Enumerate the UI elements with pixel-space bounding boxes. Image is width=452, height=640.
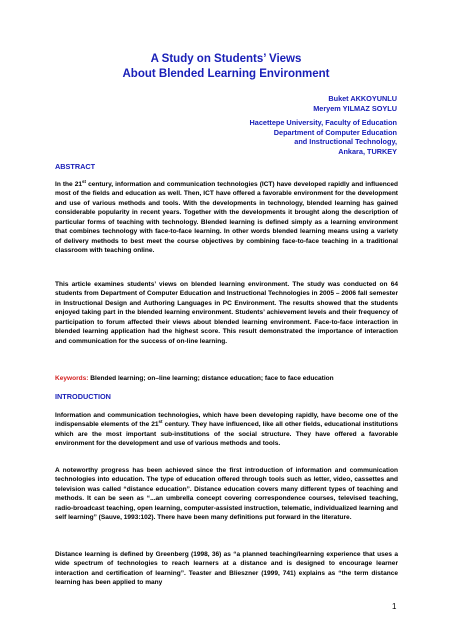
abstract-paragraph-2: This article examines students’ views on blended learning environment. The study was conducted on 64 students from Department of Computer Education and Instructional Technologies in 2005 – 2006 fall semester in Instructional Design and Authoring Languages in PC Environment. The results showed that the students enjoyed taking part in the blended learning environment. Students’ achievement levels and their frequency of participation to forum affected their views about blended learning environment. Face-to-face interaction in blended learning application had the highest score. This result demonstrated the importance of interaction and communication for the success of on-line learning.	[55, 281, 398, 345]
affiliation-line: Hacettepe University, Faculty of Education	[249, 118, 397, 127]
affiliation-line: Department of Computer Education	[273, 127, 397, 137]
author-name: Buket AKKOYUNLU	[328, 94, 397, 103]
intro-text: Information and communication technologies, which have been developing rapidly, have become one of the indispensable elements of the 21	[55, 412, 398, 429]
introduction-paragraph-1	[55, 411, 398, 449]
page-number: 1	[392, 602, 397, 611]
abstract-text: In the 21	[55, 181, 83, 188]
author-list	[313, 94, 397, 113]
affiliation-line: Ankara, TURKEY	[338, 146, 397, 156]
intro-text: century. They have influenced, like all other fields, educational institutions which are the most important sub-institutions of the social structure. They have offered a favorable environment for the development and use of various methods and tools.	[55, 421, 398, 448]
affiliation-block	[250, 118, 397, 156]
affiliation-line: and Instructional Technology,	[294, 137, 397, 147]
title-line-2: About Blended Learning Environment	[122, 68, 330, 80]
superscript: st	[158, 419, 163, 425]
keywords-text: Blended learning; on–line learning; distance education; face to face education	[88, 375, 334, 382]
introduction-paragraph-3: Distance learning is defined by Greenberg (1998, 36) as “a planned teaching/learning experience that uses a wide spectrum of technologies to reach learners at a distance and is designed to encourage learner interaction and certification of learning”. Teaster and Blieszner (1999, 741) explains as “the term distance learning has been applied to many	[55, 551, 398, 587]
title-line-1: A Study on Students’ Views	[150, 53, 302, 65]
paper-title	[0, 52, 452, 82]
introduction-paragraph-2: A noteworthy progress has been achieved since the first introduction of information and communication technologies into education. The type of education offered through tools such as letter, video, cassettes and television was called “distance education”. Distance education covers many different types of teaching and methods. It can be seen as “...an umbrella concept covering correspondence courses, televised teaching, radio-broadcast teaching, open learning, computer-assisted instruction, telematic, individualized learning and self learning” (Sauve, 1993:102). There have been many definitions put forward in the literature.	[55, 467, 398, 522]
abstract-heading: ABSTRACT	[55, 162, 96, 171]
abstract-paragraph-1	[55, 180, 398, 256]
author-name: Meryem YILMAZ SOYLU	[313, 103, 397, 113]
keywords-line	[55, 374, 398, 383]
keywords-label: Keywords:	[55, 375, 89, 382]
abstract-text: century, information and communication technologies (ICT) have developed rapidly and influenced most of the fields and education as well. Then, ICT have offered a favorable environment for the development and use of various methods and tools. With the developments in technology, blended learning has gained considerable popularity in recent years. Together with the developments it brought along the description of particular forms of teaching with technology. Blended learning is defined simply as a learning environment that combines technology with face-to-face learning. In other words blended learning means using a variety of delivery methods to best meet the course objectives by combining face-to-face teaching in a traditional classroom with teaching online.	[55, 181, 398, 255]
superscript: st	[82, 178, 87, 184]
introduction-heading: INTRODUCTION	[55, 392, 111, 401]
